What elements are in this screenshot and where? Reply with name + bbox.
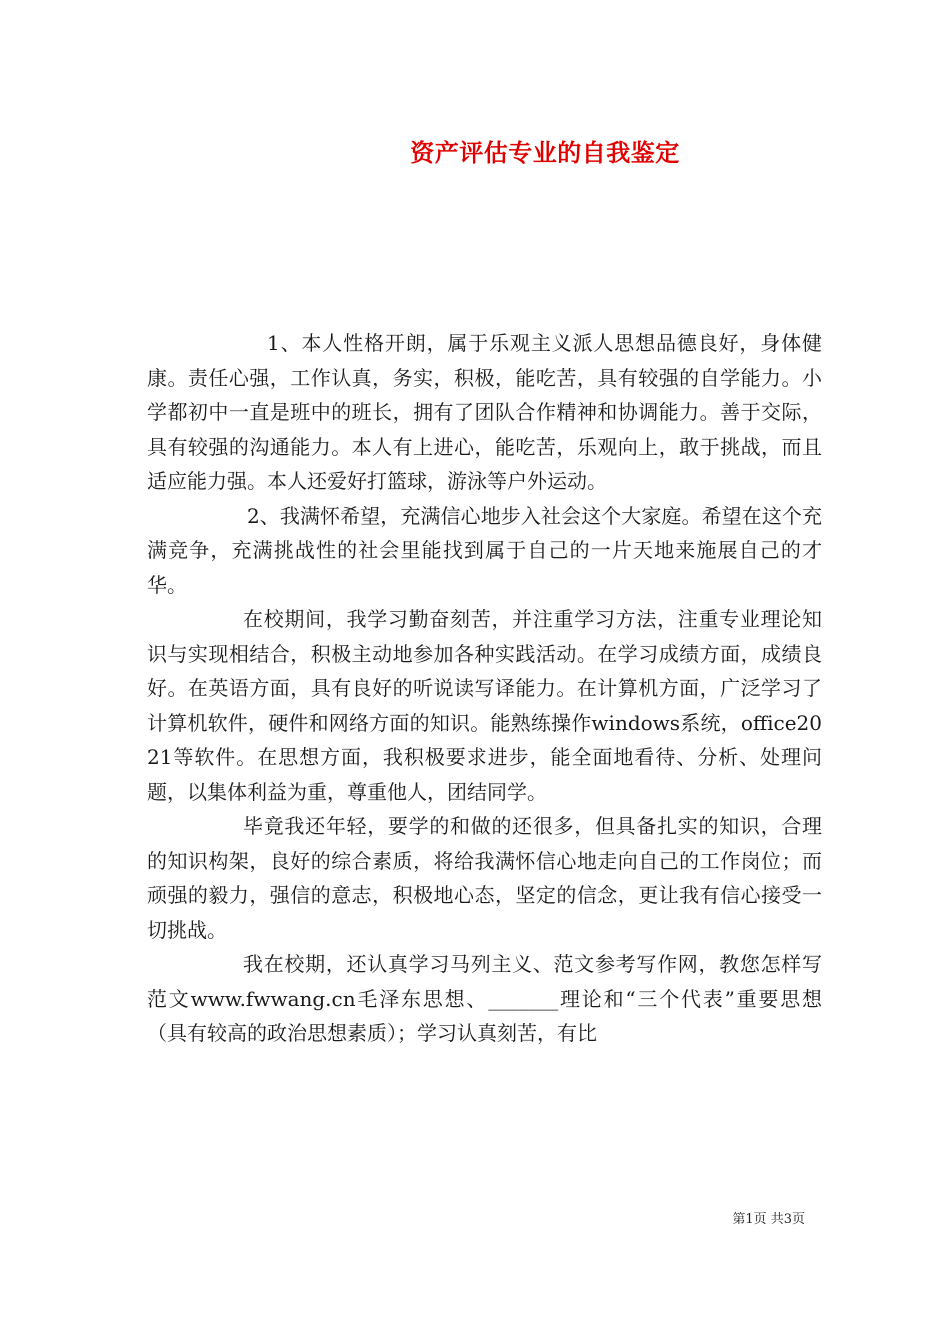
paragraph-2: 2、我满怀希望，充满信心地步入社会这个大家庭。希望在这个充满竞争，充满挑战性的社会里能找到属于自己的一片天地来施展自己的才华。 bbox=[147, 503, 822, 597]
paragraph-1: 1、本人性格开朗，属于乐观主义派人思想品德良好，身体健康。责任心强，工作认真，务实，积极，能吃苦，具有较强的自学能力。小学都初中一直是班中的班长，拥有了团队合作精神和协调能力。善于交际，具有较强的沟通能力。本人有上进心，能吃苦，乐观向上，敢于挑战，而且适应能力强。本人还爱好打篮球，游泳等户外运动。 bbox=[147, 331, 822, 493]
paragraph-4: 毕竟我还年轻，要学的和做的还很多，但具备扎实的知识，合理的知识构架，良好的综合素质，将给我满怀信心地走向自己的工作岗位；而顽强的毅力，强信的意志，积极地心态，坚定的信念，更让我有信心接受一切挑战。 bbox=[147, 814, 822, 942]
paragraph-3: 在校期间，我学习勤奋刻苦，并注重学习方法，注重专业理论知识与实现相结合，积极主动地参加各种实践活动。在学习成绩方面，成绩良好。在英语方面，具有良好的听说读写译能力。在计算机方面，广泛学习了计算机软件，硬件和网络方面的知识。能熟练操作windows系统，office2021等软件。在思想方面，我积极要求进步，能全面地看待、分析、处理问题，以集体利益为重，尊重他人，团结同学。 bbox=[147, 607, 822, 804]
paragraph-5: 我在校期，还认真学习马列主义、范文参考写作网，教您怎样写范文www.fwwang.cn毛泽东思想、_______理论和“三个代表”重要思想（具有较高的政治思想素质）；学习认真刻苦，有比 bbox=[147, 952, 822, 1045]
page-footer: 第1页 共3页 bbox=[732, 1212, 805, 1227]
document-body bbox=[147, 326, 822, 1051]
document-title: 资产评估专业的自我鉴定 bbox=[410, 138, 680, 167]
